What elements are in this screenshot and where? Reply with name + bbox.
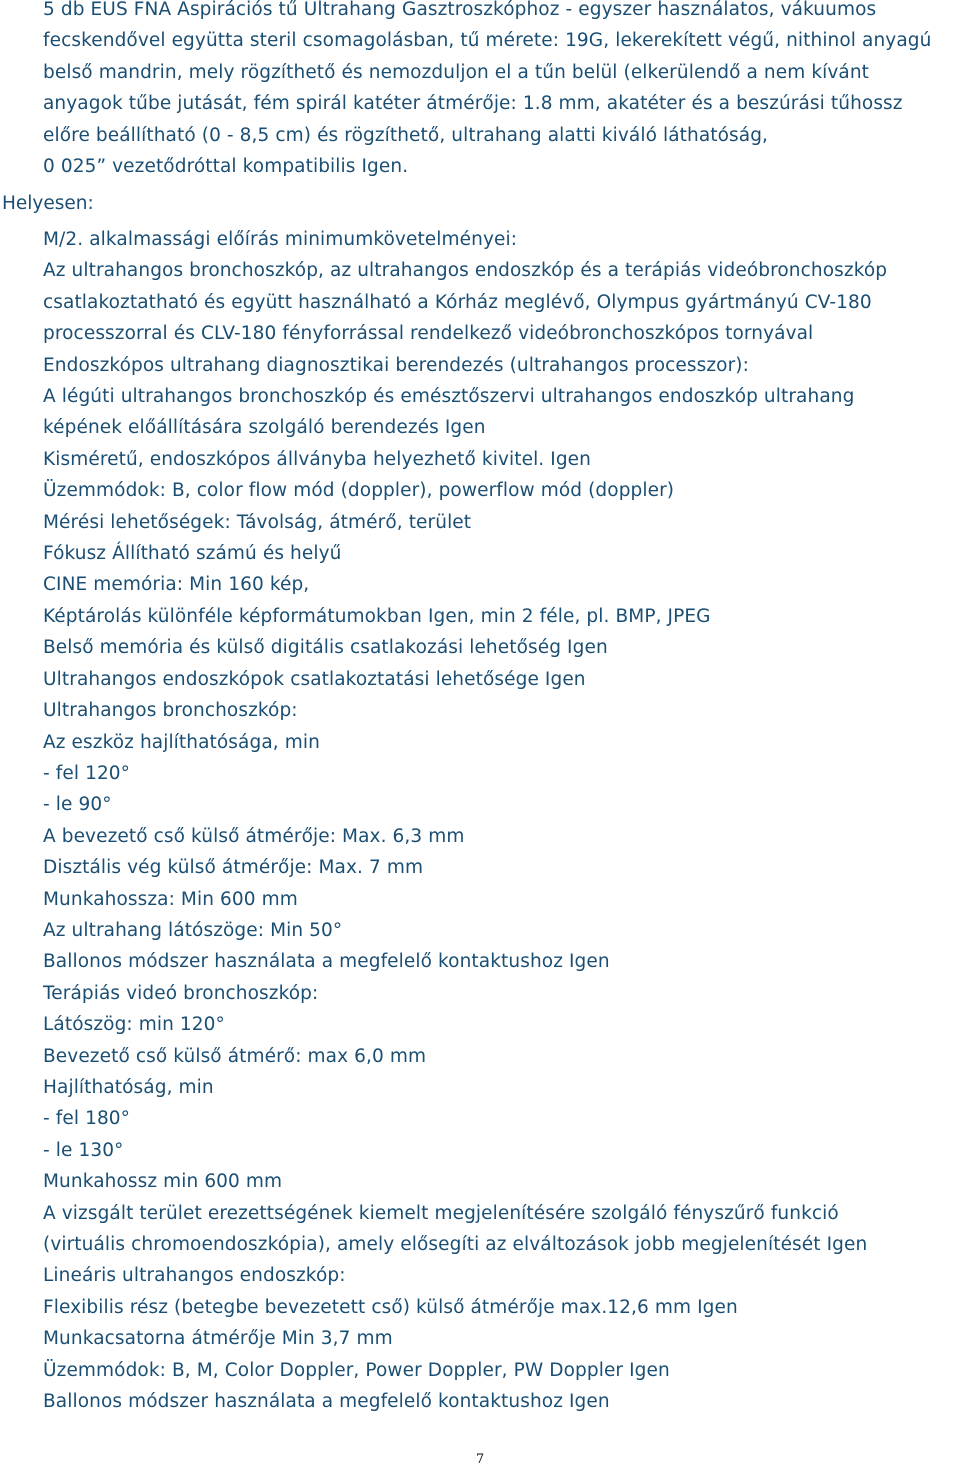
correction-line: Kisméretű, endoszkópos állványba helyezhető kivitel. Igen [43, 448, 591, 470]
correction-line: Flexibilis rész (betegbe bevezetett cső) külső átmérője max.12,6 mm Igen [43, 1296, 738, 1318]
correction-line: Az ultrahang látószöge: Min 50° [43, 919, 343, 941]
correction-line: Bevezető cső külső átmérő: max 6,0 mm [43, 1045, 427, 1067]
intro-line: 0 025” vezetődróttal kompatibilis Igen. [43, 156, 409, 178]
correction-line: Endoszkópos ultrahang diagnosztikai berendezés (ultrahangos processzor): [43, 354, 749, 376]
correction-line: Üzemmódok: B, M, Color Doppler, Power Doppler, PW Doppler Igen [43, 1359, 670, 1381]
correction-line: M/2. alkalmassági előírás minimumkövetelményei: [43, 229, 518, 250]
correction-line: Ballonos módszer használata a megfelelő kontaktushoz Igen [43, 951, 610, 973]
correction-line: A légúti ultrahangos bronchoszkóp és emésztőszervi ultrahangos endoszkóp ultrahang [43, 386, 855, 408]
correction-line: Lineáris ultrahangos endoszkóp: [43, 1265, 346, 1287]
correction-line: Képtárolás különféle képformátumokban Igen, min 2 féle, pl. BMP, JPEG [43, 605, 711, 627]
correction-line: processzorral és CLV-180 fényforrással rendelkező videóbronchoszkópos tornyával [43, 323, 814, 345]
correction-line: Munkacsatorna átmérője Min 3,7 mm [43, 1328, 393, 1350]
correction-label: Helyesen: [2, 193, 94, 214]
correction-line: Ultrahangos endoszkópok csatlakoztatási lehetősége Igen [43, 668, 586, 690]
intro-paragraph [43, 0, 953, 182]
correction-line: Munkahossz min 600 mm [43, 1171, 283, 1193]
intro-line: 5 db EUS FNA Aspirációs tű Ultrahang Gasztroszkóphoz - egyszer használatos, vákuumos [43, 0, 877, 20]
correction-paragraph [43, 224, 953, 1417]
correction-line: A vizsgált terület erezettségének kiemelt megjelenítésére szolgáló fényszűrő funkció [43, 1202, 839, 1224]
correction-line: CINE memória: Min 160 kép, [43, 574, 310, 596]
correction-line: Ultrahangos bronchoszkóp: [43, 700, 298, 722]
correction-line: - le 90° [43, 794, 112, 816]
correction-line: Terápiás videó bronchoszkóp: [43, 982, 319, 1004]
correction-line: - fel 180° [43, 1108, 131, 1130]
correction-line: - le 130° [43, 1139, 124, 1161]
correction-line: A bevezető cső külső átmérője: Max. 6,3 mm [43, 825, 465, 847]
correction-line: Látószög: min 120° [43, 1014, 225, 1036]
correction-line: csatlakoztatható és együtt használható a Kórház meglévő, Olympus gyártmányú CV-180 [43, 291, 872, 313]
correction-line: Mérési lehetőségek: Távolság, átmérő, terület [43, 511, 472, 533]
correction-line: (virtuális chromoendoszkópia), amely elősegíti az elváltozások jobb megjelenítését Igen [43, 1234, 868, 1255]
correction-line: Üzemmódok: B, color flow mód (doppler), powerflow mód (doppler) [43, 480, 675, 502]
correction-line: képének előállítására szolgáló berendezés Igen [43, 417, 486, 439]
intro-line: előre beállítható (0 - 8,5 cm) és rögzíthető, ultrahang alatti kiváló láthatóság, [43, 124, 769, 146]
correction-line: Ballonos módszer használata a megfelelő kontaktushoz Igen [43, 1391, 610, 1413]
intro-line: anyagok tűbe jutását, fém spirál katéter átmérője: 1.8 mm, akatéter és a beszúrási tűhossz [43, 93, 903, 115]
correction-line: Az ultrahangos bronchoszkóp, az ultrahangos endoszkóp és a terápiás videóbronchoszkóp [43, 260, 888, 282]
correction-line: Disztális vég külső átmérője: Max. 7 mm [43, 857, 424, 879]
intro-line: belső mandrin, mely rögzíthető és nemozduljon el a tűn belül (elkerülendő a nem kívánt [43, 61, 870, 83]
correction-line: Az eszköz hajlíthatósága, min [43, 731, 320, 753]
intro-line: fecskendővel együtta steril csomagolásban, tű mérete: 19G, lekerekített végű, nithinol anyagú [43, 30, 932, 52]
correction-line: Munkahossza: Min 600 mm [43, 888, 298, 910]
page-number: 7 [475, 1452, 485, 1467]
correction-line: Hajlíthatóság, min [43, 1076, 214, 1098]
correction-line: Fókusz Állítható számú és helyű [43, 543, 342, 565]
correction-line: Belső memória és külső digitális csatlakozási lehetőség Igen [43, 637, 608, 659]
correction-line: - fel 120° [43, 762, 131, 784]
